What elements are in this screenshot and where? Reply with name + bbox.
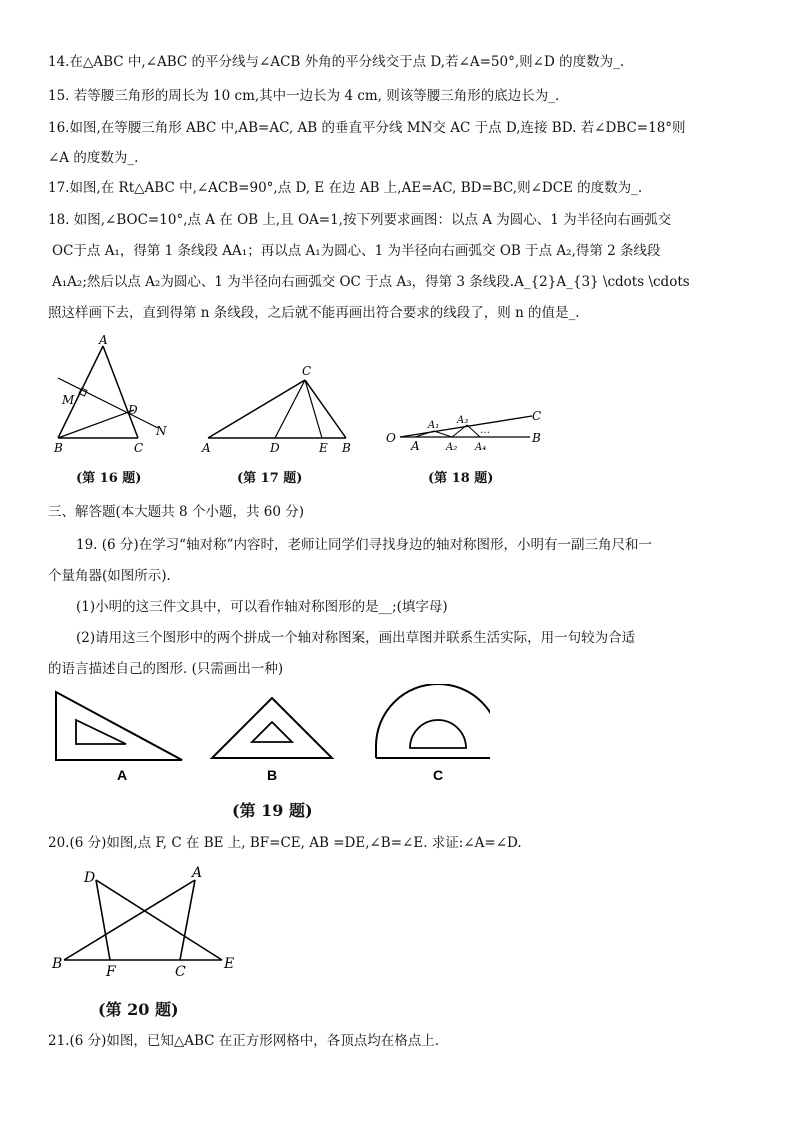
fig18-caption: (第 18 题) (428, 471, 494, 486)
figure-18 (382, 402, 552, 458)
question-19-line-2: 个量角器(如图所示). (48, 568, 171, 584)
question-18-line-2: OC于点 A₁，得第 1 条线段 AA₁；再以点 A₁为圆心、1 为半径向右画弧交 OB 于点 A₂,得第 2 条线段 (52, 243, 661, 259)
fig20-caption: (第 20 题) (98, 1000, 179, 1019)
fig16-label-d: D (128, 403, 138, 417)
question-16-line-2: ∠A 的度数为_. (48, 150, 139, 166)
question-18-line-1: 18. 如图,∠BOC=10°,点 A 在 OB 上,且 OA=1,按下列要求画图：以点 A 为圆心、1 为半径向右画弧交 (48, 212, 672, 228)
fig18-label-a4: A₄ (475, 442, 487, 453)
fig17-label-e: E (319, 441, 328, 455)
fig18-label-c: C (532, 409, 542, 423)
question-19-line-3: (1)小明的这三件文具中，可以看作轴对称图形的是__;(填字母) (76, 599, 448, 615)
question-14: 14.在△ABC 中,∠ABC 的平分线与∠ACB 外角的平分线交于点 D,若∠A=50°,则∠D 的度数为_. (48, 54, 625, 70)
fig20-label-f: F (106, 964, 116, 980)
figure-17 (198, 362, 358, 462)
fig18-ellipsis: … (480, 425, 490, 436)
fig19-label-a: A (117, 767, 128, 783)
fig16-label-a: A (99, 334, 108, 347)
fig18-label-a2: A₂ (446, 442, 458, 453)
fig16-label-b: B (54, 441, 63, 455)
figure-19 (40, 684, 490, 794)
fig18-label-a3: A₃ (457, 415, 469, 426)
question-21: 21.(6 分)如图，已知△ABC 在正方形网格中，各顶点均在格点上. (48, 1033, 440, 1049)
question-19-line-5: 的语言描述自己的图形. (只需画出一种) (48, 661, 284, 677)
fig17-label-d: D (270, 441, 280, 455)
fig16-caption: (第 16 题) (76, 471, 142, 486)
figure-20 (50, 862, 250, 982)
question-17: 17.如图,在 Rt△ABC 中,∠ACB=90°,点 D, E 在边 AB 上,AE=AC, BD=BC,则∠DCE 的度数为_. (48, 180, 643, 196)
fig17-label-a: A (202, 441, 211, 455)
question-19-line-1: 19. (6 分)在学习“轴对称”内容时，老师让同学们寻找身边的轴对称图形，小明有一副三角尺和一 (76, 537, 652, 553)
fig20-label-b: B (52, 956, 63, 972)
question-18-line-4: 照这样画下去，直到得第 n 条线段，之后就不能再画出符合要求的线段了，则 n 的值是_. (48, 305, 580, 321)
question-18-line-3: A₁A₂;然后以点 A₂为圆心、1 为半径向右画弧交 OC 于点 A₃，得第 3 条线段.A_{2}A_{3} \cdots \cdots (52, 274, 690, 290)
fig18-label-b: B (532, 431, 541, 445)
fig20-label-a: A (192, 865, 203, 881)
fig17-caption: (第 17 题) (237, 471, 303, 486)
fig19-label-c: C (433, 767, 444, 783)
figure-16 (50, 334, 180, 464)
fig20-label-d: D (84, 870, 96, 886)
section-3-heading: 三、解答题(本大题共 8 个小题，共 60 分) (48, 504, 304, 520)
fig19-caption: (第 19 题) (232, 801, 313, 820)
fig16-label-m: M (62, 393, 75, 407)
fig17-label-c: C (302, 364, 312, 378)
question-19-line-4: (2)请用这三个图形中的两个拼成一个轴对称图案，画出草图并联系生活实际，用一句较为合适 (76, 630, 636, 646)
fig18-label-a: A (411, 439, 420, 453)
question-20: 20.(6 分)如图,点 F, C 在 BE 上, BF=CE, AB =DE,∠B=∠E. 求证:∠A=∠D. (48, 835, 522, 851)
fig18-label-a1: A₁ (428, 420, 440, 431)
fig19-label-b: B (267, 767, 278, 783)
fig20-label-c: C (175, 964, 186, 980)
fig16-label-n: N (156, 424, 167, 438)
question-15: 15. 若等腰三角形的周长为 10 cm,其中一边长为 4 cm, 则该等腰三角形的底边长为_. (48, 88, 560, 104)
fig20-label-e: E (224, 956, 235, 972)
fig17-label-b: B (342, 441, 351, 455)
question-16-line-1: 16.如图,在等腰三角形 ABC 中,AB=AC, AB 的垂直平分线 MN交 AC 于点 D,连接 BD. 若∠DBC=18°则 (48, 120, 686, 136)
fig16-label-c: C (134, 441, 144, 455)
fig18-label-o: O (386, 431, 396, 445)
